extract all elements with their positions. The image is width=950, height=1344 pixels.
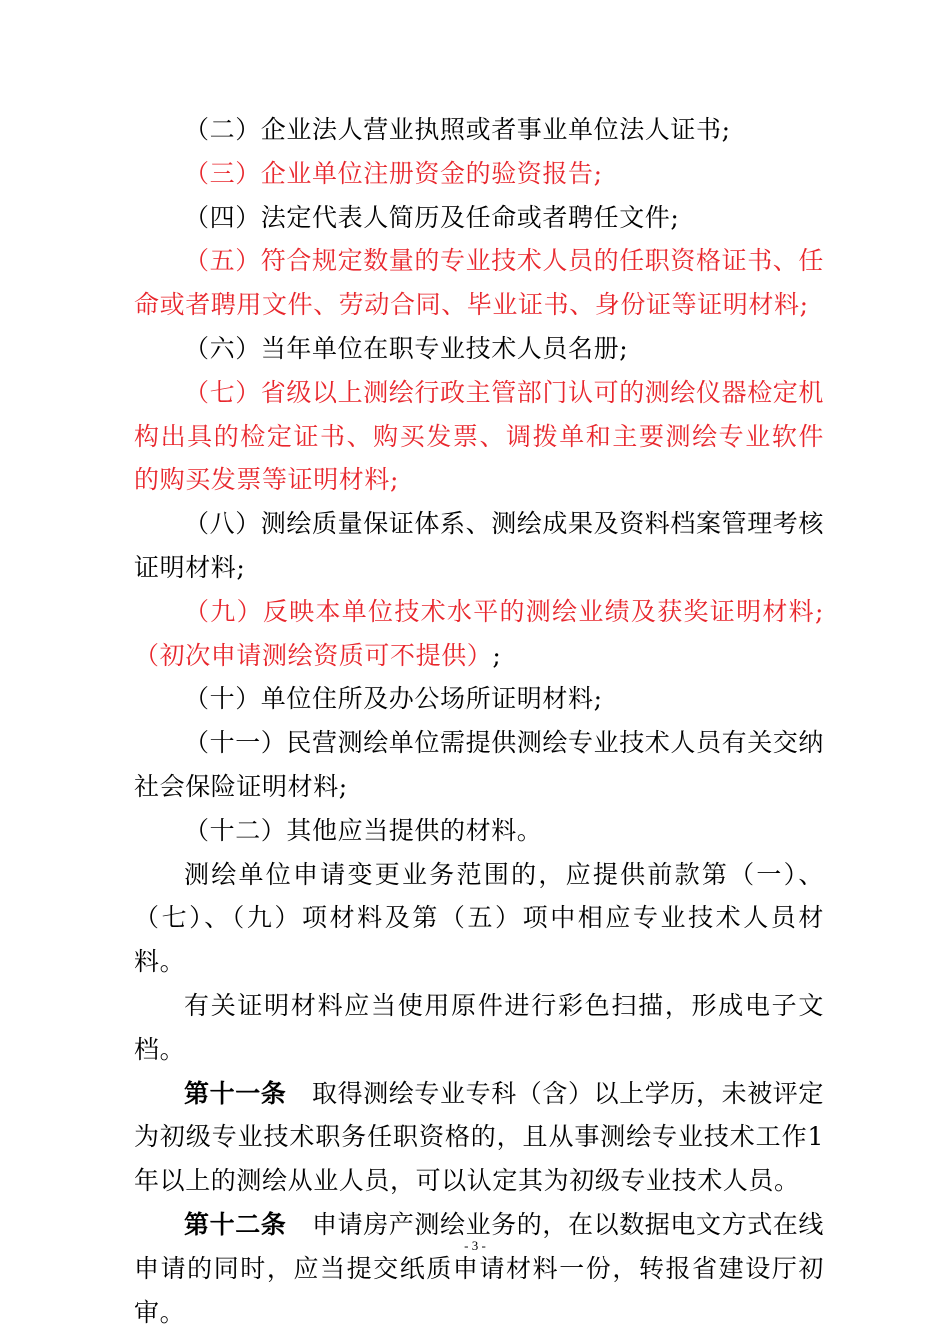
list-item-5: （五）符合规定数量的专业技术人员的任职资格证书、任命或者聘用文件、劳动合同、毕业证书、身份证等证明材料; — [134, 246, 825, 320]
list-item-2: （二）企业法人营业执照或者事业单位法人证书; — [184, 115, 731, 144]
article-11-paragraph — [134, 1072, 824, 1203]
list-item-9 — [134, 590, 824, 678]
change-scope-paragraph: 测绘单位申请变更业务范围的，应提供前款第（一）、（七）、（九）项材料及第（五）项中相应专业技术人员材料。 — [134, 859, 824, 977]
document-body — [134, 108, 824, 1334]
list-item-7: （七）省级以上测绘行政主管部门认可的测绘仪器检定机构出具的检定证书、购买发票、调拨单和主要测绘专业软件的购买发票等证明材料; — [134, 377, 825, 495]
list-item-8: （八）测绘质量保证体系、测绘成果及资料档案管理考核证明材料; — [134, 509, 825, 582]
article-12-heading: 第十二条 — [184, 1209, 287, 1239]
list-item-9-red-text: （九）反映本单位技术水平的测绘业绩及获奖证明材料;（初次申请测绘资质可不提供） — [134, 596, 824, 670]
list-item-10: （十）单位住所及办公场所证明材料; — [184, 684, 603, 714]
list-item-11: （十一）民营测绘单位需提供测绘专业技术人员有关交纳社会保险证明材料; — [134, 728, 825, 801]
list-item-6: （六）当年单位在职专业技术人员名册; — [184, 333, 629, 363]
page-number: - 3 - — [464, 1238, 486, 1253]
scan-note-paragraph: 有关证明材料应当使用原件进行彩色扫描，形成电子文档。 — [134, 990, 824, 1064]
article-11-heading: 第十一条 — [184, 1078, 287, 1108]
list-item-4: （四）法定代表人简历及任命或者聘任文件; — [184, 202, 680, 232]
list-item-3: （三）企业单位注册资金的验资报告; — [184, 158, 603, 188]
article-12-text: 申请房产测绘业务的，在以数据电文方式在线申请的同时，应当提交纸质申请材料一份，转报省建设厅初审。 — [134, 1209, 825, 1327]
list-item-12: （十二）其他应当提供的材料。 — [184, 815, 543, 845]
article-12-paragraph — [134, 1203, 824, 1334]
article-11-text: 取得测绘专业专科（含）以上学历，未被评定为初级专业技术职务任职资格的，且从事测绘专业技术工作1年以上的测绘从业人员，可以认定其为初级专业技术人员。 — [134, 1078, 825, 1196]
list-item-9-tail: ; — [492, 640, 502, 670]
